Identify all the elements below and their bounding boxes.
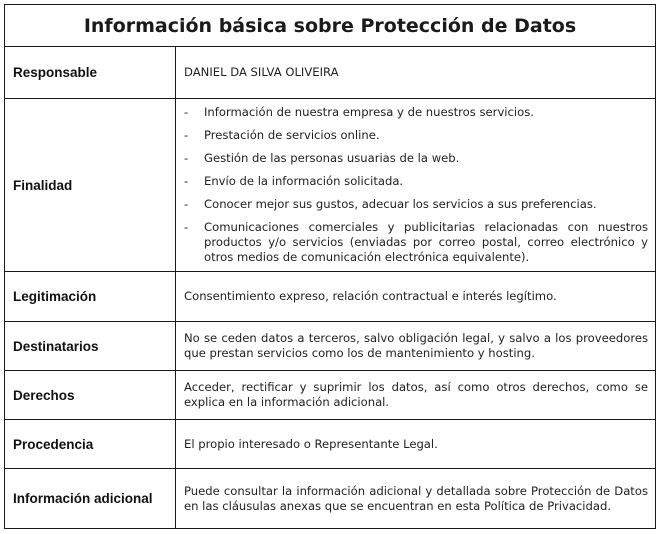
label-destinatarios: Destinatarios [5, 322, 176, 371]
value-destinatarios: No se ceden datos a terceros, salvo obligación legal, y salvo a los proveedores que prestan servicios como los de mantenimiento y hosting. [176, 322, 656, 371]
value-legitimacion: Consentimiento expreso, relación contractual e interés legítimo. [176, 272, 656, 322]
row-destinatarios [5, 322, 656, 371]
row-procedencia [5, 420, 656, 469]
row-finalidad [5, 99, 656, 272]
value-informacion-adicional: Puede consultar la información adicional y detallada sobre Protección de Datos en las cláusulas anexas que se encuentran en esta Política de Privacidad. [176, 469, 656, 529]
label-legitimacion: Legitimación [5, 272, 176, 322]
label-derechos: Derechos [5, 371, 176, 420]
data-protection-table-container [4, 4, 655, 530]
row-derechos [5, 371, 656, 420]
value-derechos: Acceder, rectificar y suprimir los datos, así como otros derechos, como se explica en la información adicional. [176, 371, 656, 420]
list-item: - Prestación de servicios online. [184, 128, 380, 142]
list-item: - Envío de la información solicitada. [184, 174, 404, 188]
title-row [5, 5, 656, 47]
value-finalidad [176, 99, 656, 272]
row-informacion-adicional [5, 469, 656, 529]
list-item: - Gestión de las personas usuarias de la web. [184, 151, 460, 165]
row-responsable [5, 47, 656, 99]
label-procedencia: Procedencia [5, 420, 176, 469]
list-item: - Comunicaciones comerciales y publicitarias relacionadas con nuestros productos y/o servicios (enviadas por correo postal, correo electrónico y otros medios de comunicación electrónica equivalente). [184, 220, 648, 264]
list-item: - Conocer mejor sus gustos, adecuar los servicios a sus preferencias. [184, 197, 597, 211]
row-legitimacion [5, 272, 656, 322]
finalidad-list [184, 105, 648, 265]
list-item: - Información de nuestra empresa y de nuestros servicios. [184, 105, 534, 119]
value-responsable: DANIEL DA SILVA OLIVEIRA [176, 47, 656, 99]
label-finalidad: Finalidad [5, 99, 176, 272]
label-responsable: Responsable [5, 47, 176, 99]
value-procedencia: El propio interesado o Representante Legal. [176, 420, 656, 469]
data-protection-table [4, 4, 656, 529]
table-title: Información básica sobre Protección de Datos [5, 5, 656, 47]
label-informacion-adicional: Información adicional [5, 469, 176, 529]
